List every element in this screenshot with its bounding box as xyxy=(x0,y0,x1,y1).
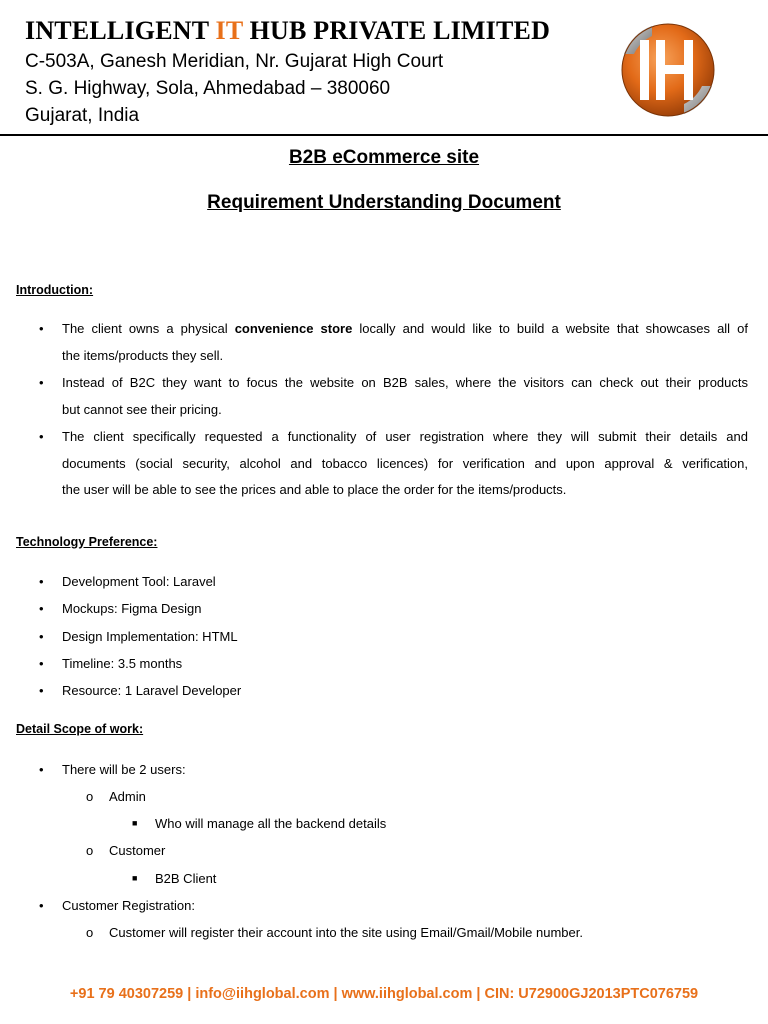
bullet-icon: • xyxy=(39,762,44,777)
bullet-icon: • xyxy=(39,429,44,444)
intro-bullet-1-line-1 xyxy=(62,316,748,343)
scope-users: There will be 2 users: xyxy=(62,762,186,777)
company-name xyxy=(25,16,550,46)
scope-registration-detail: Customer will register their account into the site using Email/Gmail/Mobile number. xyxy=(109,925,583,940)
company-name-part2: HUB PRIVATE LIMITED xyxy=(242,16,551,45)
tech-item: Design Implementation: HTML xyxy=(62,629,238,644)
bullet-icon: • xyxy=(39,898,44,913)
intro-bullet-2-line-1: Instead of B2C they want to focus the website on B2B sales, where the visitors can check out their products xyxy=(62,375,748,390)
intro-bullet-3-line-2: documents (social security, alcohol and tobacco licences) for verification and upon approval & verification, xyxy=(62,455,748,471)
intro-bullet-3-line-3: the user will be able to see the prices and able to place the order for the items/products. xyxy=(62,482,567,498)
document-subtitle: Requirement Understanding Document xyxy=(207,192,561,213)
intro-bullet-3-line-1: The client specifically requested a functionality of user registration where they will submit their details and xyxy=(62,429,748,444)
intro-bullet-1-line-2: the items/products they sell. xyxy=(62,347,224,363)
bullet-icon: • xyxy=(39,683,44,698)
square-bullet-icon: ■ xyxy=(132,873,138,883)
address-line-2: S. G. Highway, Sola, Ahmedabad – 380060 xyxy=(25,78,391,99)
intro-bullet-1-bold: convenience store xyxy=(234,321,353,336)
section-heading-technology: Technology Preference: xyxy=(16,535,158,549)
address-line-3: Gujarat, India xyxy=(25,105,140,126)
circle-bullet-icon: o xyxy=(86,843,94,858)
scope-admin-detail: Who will manage all the backend details xyxy=(155,816,387,831)
scope-admin: Admin xyxy=(109,789,146,804)
intro-bullet-3 xyxy=(62,424,748,504)
address-line-1: C-503A, Ganesh Meridian, Nr. Gujarat High Court xyxy=(25,51,444,72)
bullet-icon: • xyxy=(39,629,44,644)
document-title: B2B eCommerce site xyxy=(288,147,480,168)
square-bullet-icon: ■ xyxy=(132,818,138,828)
bullet-icon: • xyxy=(39,656,44,671)
tech-item: Development Tool: Laravel xyxy=(62,574,216,589)
scope-customer: Customer xyxy=(109,843,166,858)
intro-bullet-1-text-b: locally and would like to build a website that showcases all of xyxy=(352,321,748,336)
company-name-part1: INTELLIGENT xyxy=(25,16,216,45)
tech-item: Resource: 1 Laravel Developer xyxy=(62,683,242,698)
bullet-icon: • xyxy=(39,601,44,616)
section-heading-introduction: Introduction: xyxy=(16,283,94,297)
circle-bullet-icon: o xyxy=(86,925,94,940)
intro-bullet-2-line-2: but cannot see their pricing. xyxy=(62,401,222,417)
footer-contact: +91 79 40307259 | info@iihglobal.com | www.iihglobal.com | CIN: U72900GJ2013PTC076759 xyxy=(69,986,699,1002)
intro-bullet-1 xyxy=(62,316,748,369)
bullet-icon: • xyxy=(39,321,44,336)
company-logo-icon xyxy=(618,20,718,120)
company-name-it: IT xyxy=(215,16,243,45)
bullet-icon: • xyxy=(39,574,44,589)
scope-registration: Customer Registration: xyxy=(62,898,195,913)
intro-bullet-2 xyxy=(62,370,748,423)
section-heading-scope: Detail Scope of work: xyxy=(16,722,144,736)
letterhead xyxy=(0,0,768,140)
tech-item: Timeline: 3.5 months xyxy=(62,656,183,671)
bullet-icon: • xyxy=(39,375,44,390)
tech-item: Mockups: Figma Design xyxy=(62,601,202,616)
intro-bullet-1-text-a: The client owns a physical xyxy=(62,321,235,336)
scope-customer-detail: B2B Client xyxy=(155,871,217,886)
header-divider xyxy=(0,134,768,136)
circle-bullet-icon: o xyxy=(86,789,94,804)
